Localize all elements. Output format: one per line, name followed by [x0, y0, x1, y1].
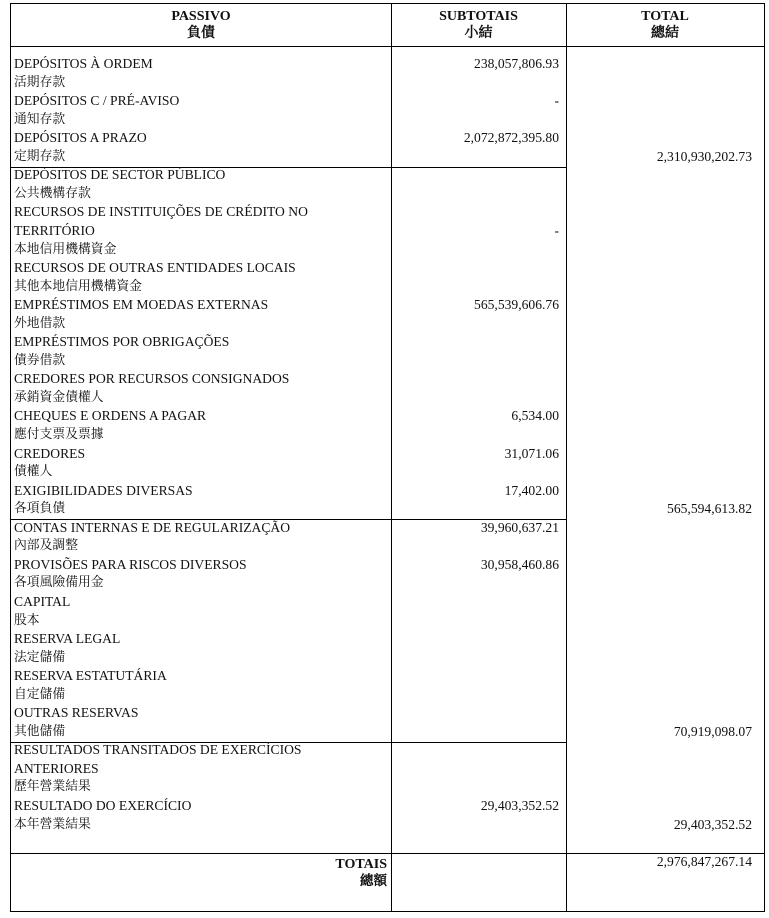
- row-label: CHEQUES E ORDENS A PAGAR: [14, 408, 207, 424]
- row-label: 法定儲備: [14, 649, 66, 665]
- row-label: 其他本地信用機構資金: [14, 278, 142, 294]
- row-total: 565,594,613.82: [667, 501, 752, 517]
- table-row: [11, 111, 764, 130]
- row-label: 內部及調整: [14, 538, 78, 554]
- header-total: [566, 8, 764, 42]
- row-label: 歷年營業結果: [14, 779, 91, 795]
- header-subtotais: [391, 8, 566, 42]
- table-row: [11, 148, 764, 167]
- table-row: [11, 704, 764, 723]
- row-label: RECURSOS DE INSTITUIÇÕES DE CRÉDITO NO: [14, 204, 308, 220]
- table-row: [11, 500, 764, 519]
- row-label: 自定儲備: [14, 686, 66, 702]
- header-divider: [11, 46, 764, 47]
- table-row: [11, 370, 764, 389]
- row-label: 公共機構存款: [14, 185, 91, 201]
- table-row: [11, 296, 764, 315]
- table-row: [11, 389, 764, 408]
- table-row: [11, 593, 764, 612]
- table-row: [11, 537, 764, 556]
- row-label: EXIGIBILIDADES DIVERSAS: [14, 482, 193, 498]
- table-row: [11, 797, 764, 816]
- row-label: OUTRAS RESERVAS: [14, 705, 139, 721]
- table-row: [11, 259, 764, 278]
- header-passivo-en: PASSIVO: [171, 9, 231, 24]
- table-row: [11, 612, 764, 631]
- row-subtotal: -: [554, 93, 559, 109]
- row-subtotal: 29,403,352.52: [480, 798, 559, 813]
- row-label: 承銷資金債權人: [14, 389, 104, 405]
- row-label: TERRITÓRIO: [14, 222, 95, 238]
- row-label: EMPRÉSTIMOS EM MOEDAS EXTERNAS: [14, 297, 269, 313]
- table-row: [11, 333, 764, 352]
- table-row: [11, 649, 764, 668]
- row-label: CONTAS INTERNAS E DE REGULARIZAÇÃO: [14, 519, 291, 535]
- header-total-zh: 總結: [651, 25, 679, 41]
- table-row: [11, 92, 764, 111]
- row-label: PROVISÕES PARA RISCOS DIVERSOS: [14, 556, 247, 572]
- row-subtotal: 17,402.00: [504, 482, 559, 498]
- row-subtotal: 39,960,637.21: [480, 519, 559, 535]
- row-label: 通知存款: [14, 111, 66, 127]
- totals-label: [11, 856, 387, 890]
- row-label: DEPÓSITOS DE SECTOR PÚBLICO: [14, 167, 226, 183]
- table-row: [11, 686, 764, 705]
- row-label: 定期存款: [14, 148, 66, 164]
- table-row: [11, 482, 764, 501]
- table-row: [11, 741, 764, 760]
- row-subtotal: 565,539,606.76: [474, 297, 559, 313]
- table-row: [11, 426, 764, 445]
- table-row: [11, 463, 764, 482]
- table-row: [11, 74, 764, 93]
- table-row: [11, 407, 764, 426]
- row-label: 各項負債: [14, 501, 66, 517]
- row-label: 股本: [14, 612, 40, 628]
- table-row: [11, 55, 764, 74]
- row-label: CREDORES POR RECURSOS CONSIGNADOS: [14, 371, 290, 387]
- row-label: 本年營業結果: [14, 816, 91, 832]
- table-row: [11, 222, 764, 241]
- row-label: RESULTADO DO EXERCÍCIO: [14, 798, 192, 813]
- header-total-en: TOTAL: [641, 9, 689, 24]
- row-label: 各項風險備用金: [14, 575, 104, 591]
- table-row: [11, 519, 764, 538]
- header-passivo-zh: 負債: [187, 25, 215, 41]
- row-label: ANTERIORES: [14, 760, 99, 776]
- table-row: [11, 816, 764, 835]
- row-total: 70,919,098.07: [673, 723, 752, 739]
- table-row: [11, 278, 764, 297]
- row-label: CAPITAL: [14, 593, 71, 609]
- table-row: [11, 760, 764, 779]
- row-label: RESULTADOS TRANSITADOS DE EXERCÍCIOS: [14, 742, 302, 758]
- row-label: RESERVA ESTATUTÁRIA: [14, 668, 167, 684]
- row-label: 本地信用機構資金: [14, 241, 117, 257]
- row-label: DEPÓSITOS A PRAZO: [14, 130, 147, 146]
- table-row: [11, 203, 764, 222]
- row-subtotal: 6,534.00: [511, 408, 559, 424]
- table-row: [11, 241, 764, 260]
- table-row: [11, 574, 764, 593]
- table-row: [11, 630, 764, 649]
- table-row: [11, 352, 764, 371]
- row-subtotal: 2,072,872,395.80: [463, 130, 559, 146]
- header-subtotais-en: SUBTOTAIS: [439, 9, 518, 24]
- row-label: RECURSOS DE OUTRAS ENTIDADES LOCAIS: [14, 260, 296, 276]
- row-label: 活期存款: [14, 74, 66, 90]
- table-row: [11, 556, 764, 575]
- table-row: [11, 667, 764, 686]
- row-label: DEPÓSITOS À ORDEM: [14, 56, 153, 71]
- totals-label-zh: 總額: [360, 873, 387, 889]
- table-row: [11, 723, 764, 742]
- balance-sheet-liabilities-table: [10, 3, 765, 912]
- header-passivo: [11, 8, 391, 42]
- row-label: RESERVA LEGAL: [14, 631, 121, 647]
- row-label: 債權人: [14, 464, 53, 480]
- totals-label-en: TOTAIS: [335, 857, 387, 872]
- row-total: 2,310,930,202.73: [656, 148, 752, 164]
- row-label: 債券借款: [14, 352, 66, 368]
- row-label: 外地借款: [14, 315, 66, 331]
- row-subtotal: 30,958,460.86: [480, 556, 559, 572]
- row-label: 其他儲備: [14, 723, 66, 739]
- header-subtotais-zh: 小結: [464, 25, 493, 41]
- table-row: [11, 315, 764, 334]
- table-row: [11, 778, 764, 797]
- table-row: [11, 129, 764, 148]
- row-subtotal: -: [554, 222, 559, 238]
- row-label: DEPÓSITOS C / PRÉ-AVISO: [14, 93, 180, 109]
- row-label: EMPRÉSTIMOS POR OBRIGAÇÕES: [14, 334, 230, 350]
- totals-value: 2,976,847,267.14: [656, 854, 752, 869]
- row-label: 應付支票及票據: [14, 427, 104, 442]
- row-subtotal: 238,057,806.93: [474, 56, 559, 71]
- row-label: CREDORES: [14, 445, 86, 461]
- table-row: [11, 445, 764, 464]
- table-row: [11, 166, 764, 185]
- row-total: 29,403,352.52: [673, 816, 752, 832]
- table-row: [11, 185, 764, 204]
- row-subtotal: 31,071.06: [504, 445, 559, 461]
